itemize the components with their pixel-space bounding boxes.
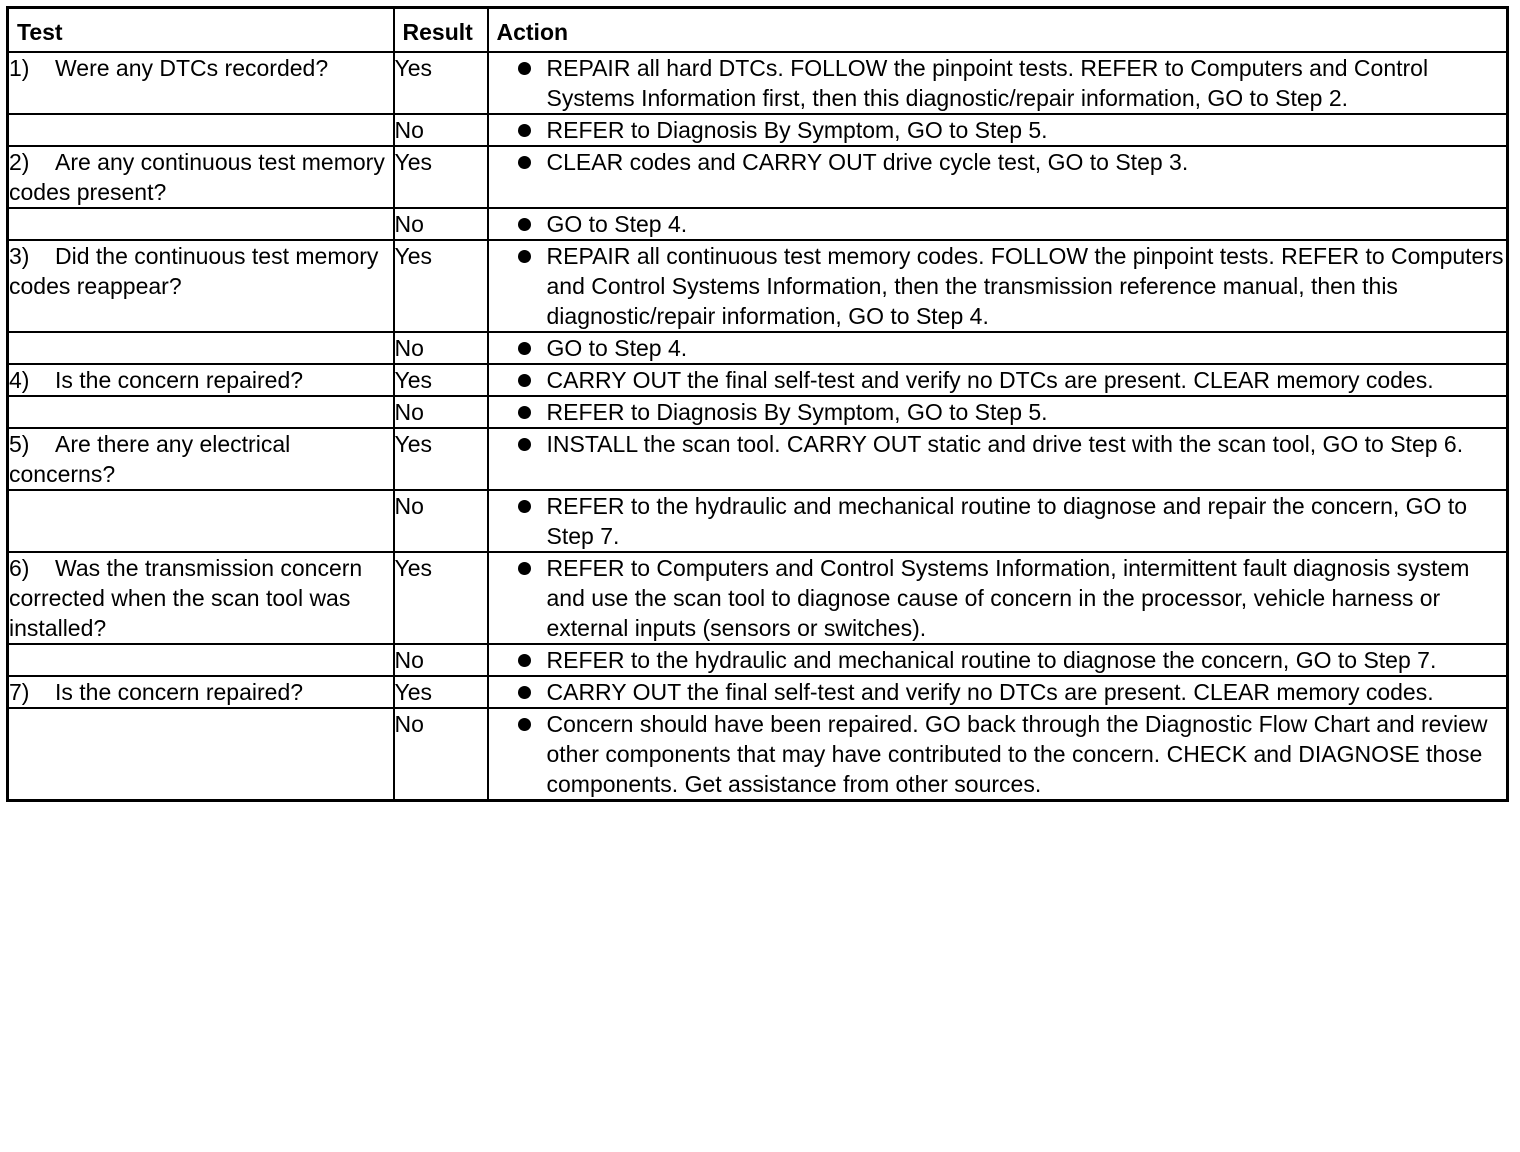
action-item [489,209,1507,239]
result-cell: No [394,208,488,240]
step-number: 4) [9,366,30,393]
header-result: Result [394,8,488,52]
bullet-icon [489,429,547,451]
table-row [8,240,1508,332]
action-item [489,429,1507,459]
table-row [8,208,1508,240]
action-item [489,645,1507,675]
bullet-icon [489,333,547,355]
result-cell: Yes [394,364,488,396]
table-row [8,364,1508,396]
header-test: Test [8,8,394,52]
action-text: REFER to the hydraulic and mechanical routine to diagnose and repair the concern, GO to Step 7. [546,492,1468,549]
action-text: INSTALL the scan tool. CARRY OUT static and drive test with the scan tool, GO to Step 6. [546,430,1464,457]
action-cell [488,114,1508,146]
step-number: 7) [9,678,30,705]
test-question: Were any DTCs recorded? [55,54,329,81]
test-cell [8,428,394,490]
action-item [489,53,1507,113]
table-row [8,332,1508,364]
result-cell: No [394,644,488,676]
action-item [489,115,1507,145]
bullet-icon [489,677,547,699]
test-question: Are there any electrical concerns? [9,430,291,487]
action-cell [488,676,1508,708]
action-text: CARRY OUT the final self-test and verify no DTCs are present. CLEAR memory codes. [546,366,1434,393]
result-cell: Yes [394,428,488,490]
result-cell: No [394,332,488,364]
result-cell: Yes [394,676,488,708]
action-item [489,333,1507,363]
bullet-icon [489,147,547,169]
action-text: GO to Step 4. [546,210,688,237]
step-number: 6) [9,554,30,581]
action-text: REFER to Computers and Control Systems Information, intermittent fault diagnosis system and use the scan tool to diagnose cause of concern in the processor, vehicle harness or external inputs (sensors or switches). [546,554,1470,641]
test-cell [8,676,394,708]
action-cell [488,208,1508,240]
action-item [489,241,1507,331]
bullet-icon [489,397,547,419]
test-cell [8,364,394,396]
result-cell: No [394,114,488,146]
table-row [8,114,1508,146]
diagnostic-table-container [6,6,1506,802]
action-item [489,147,1507,177]
step-number: 3) [9,242,30,269]
action-item [489,553,1507,643]
action-text: REFER to Diagnosis By Symptom, GO to Step 5. [546,398,1048,425]
action-text: Concern should have been repaired. GO back through the Diagnostic Flow Chart and review other components that may have contributed to the concern. CHECK and DIAGNOSE those components. Get assistance from other sources. [546,710,1488,797]
test-cell [8,552,394,644]
test-cell [8,240,394,332]
test-question: Was the transmission concern corrected when the scan tool was installed? [9,554,363,641]
test-question: Is the concern repaired? [55,678,304,705]
bullet-icon [489,709,547,731]
table-row [8,644,1508,676]
table-body [8,52,1508,801]
test-question: Are any continuous test memory codes present? [9,148,385,205]
test-cell [8,490,394,552]
action-text: REPAIR all continuous test memory codes. FOLLOW the pinpoint tests. REFER to Computers and Control Systems Information, then the transmission reference manual, then this diagnostic/repair information, GO to Step 4. [546,242,1504,329]
bullet-icon [489,53,547,75]
test-cell [8,146,394,208]
action-cell [488,428,1508,490]
action-item [489,677,1507,707]
bullet-icon [489,645,547,667]
test-cell [8,332,394,364]
table-row [8,676,1508,708]
result-cell: Yes [394,146,488,208]
action-cell [488,490,1508,552]
table-row [8,396,1508,428]
action-cell [488,644,1508,676]
result-cell: No [394,490,488,552]
action-text: REFER to the hydraulic and mechanical routine to diagnose the concern, GO to Step 7. [546,646,1437,673]
test-cell [8,208,394,240]
result-cell: No [394,396,488,428]
bullet-icon [489,365,547,387]
bullet-icon [489,241,547,263]
step-number: 1) [9,54,30,81]
step-number: 2) [9,148,30,175]
table-row [8,552,1508,644]
bullet-icon [489,491,547,513]
table-row [8,490,1508,552]
action-text: GO to Step 4. [546,334,688,361]
action-cell [488,396,1508,428]
action-cell [488,146,1508,208]
action-text: REFER to Diagnosis By Symptom, GO to Step 5. [546,116,1048,143]
action-cell [488,240,1508,332]
result-cell: Yes [394,552,488,644]
action-text: CARRY OUT the final self-test and verify no DTCs are present. CLEAR memory codes. [546,678,1434,705]
bullet-icon [489,553,547,575]
action-cell [488,52,1508,114]
action-cell [488,708,1508,801]
action-item [489,491,1507,551]
test-question: Is the concern repaired? [55,366,304,393]
action-cell [488,552,1508,644]
test-cell [8,52,394,114]
diagnostic-table [6,6,1509,802]
test-question: Did the continuous test memory codes reappear? [9,242,379,299]
test-cell [8,396,394,428]
header-row [8,8,1508,52]
result-cell: No [394,708,488,801]
action-item [489,709,1507,799]
header-action: Action [488,8,1508,52]
result-cell: Yes [394,240,488,332]
test-cell [8,708,394,801]
step-number: 5) [9,430,30,457]
action-cell [488,364,1508,396]
result-cell: Yes [394,52,488,114]
table-row [8,428,1508,490]
action-text: CLEAR codes and CARRY OUT drive cycle test, GO to Step 3. [546,148,1189,175]
test-cell [8,644,394,676]
action-item [489,397,1507,427]
action-cell [488,332,1508,364]
table-row [8,146,1508,208]
action-text: REPAIR all hard DTCs. FOLLOW the pinpoint tests. REFER to Computers and Control Systems Information first, then this diagnostic/repair information, GO to Step 2. [546,54,1429,111]
bullet-icon [489,209,547,231]
action-item [489,365,1507,395]
table-row [8,52,1508,114]
table-row [8,708,1508,801]
test-cell [8,114,394,146]
bullet-icon [489,115,547,137]
